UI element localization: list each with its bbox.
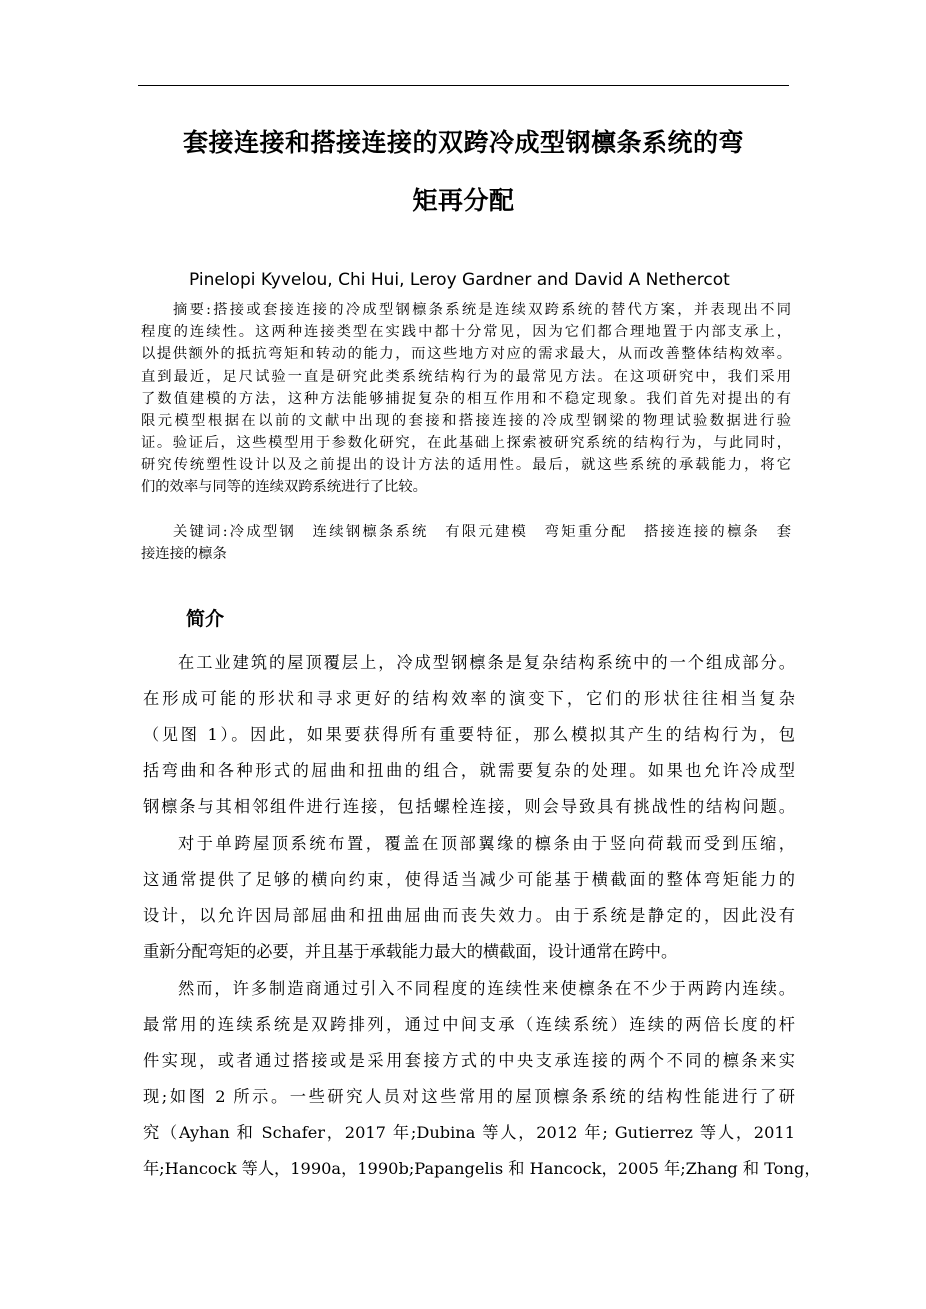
keywords-line-1: 关键词:冷成型钢 连续钢檩条系统 有限元建模 弯矩重分配 搭接连接的檩条 套 <box>173 524 791 540</box>
body-line: 括弯曲和各种形式的屈曲和扭曲的组合，就需要复杂的处理。如果也允许冷成型 <box>143 761 795 780</box>
abstract-line: 直到最近，足尺试验一直是研究此类系统结构行为的最常见方法。在这项研究中，我们采用 <box>141 369 791 385</box>
abstract-line: 了数值建模的方法，这种方法能够捕捉复杂的相互作用和不稳定现象。我们首先对提出的有 <box>141 391 791 407</box>
body-line: 年;Hancock 等人，1990a，1990b;Papangelis 和 Hancock，2005 年;Zhang 和 Tong， <box>143 1159 821 1178</box>
abstract-line: 摘要:搭接或套接连接的冷成型钢檩条系统是连续双跨系统的替代方案，并表现出不同 <box>173 302 791 318</box>
keywords-line-2: 接连接的檩条 <box>141 546 227 562</box>
body-line: 然而，许多制造商通过引入不同程度的连续性来使檩条在不少于两跨内连续。 <box>178 979 795 998</box>
body-line: 设计，以允许因局部屈曲和扭曲屈曲而丧失效力。由于系统是静定的，因此没有 <box>143 906 795 925</box>
body-line: 现;如图 2 所示。一些研究人员对这些常用的屋顶檩条系统的结构性能进行了研 <box>143 1087 795 1106</box>
body-line: 在工业建筑的屋顶覆层上，冷成型钢檩条是复杂结构系统中的一个组成部分。 <box>178 653 795 672</box>
header-rule <box>138 85 789 86</box>
author-list: Pinelopi Kyvelou, Chi Hui, Leroy Gardner and David A Nethercot <box>189 270 730 290</box>
section-heading: 简介 <box>186 608 225 630</box>
body-line: 重新分配弯矩的必要，并且基于承载能力最大的横截面，设计通常在跨中。 <box>143 942 678 961</box>
body-line: 最常用的连续系统是双跨排列，通过中间支承（连续系统）连续的两倍长度的杆 <box>143 1015 795 1034</box>
paper-title-line-1: 套接连接和搭接连接的双跨冷成型钢檩条系统的弯 <box>182 128 744 157</box>
abstract-line: 们的效率与同等的连续双跨系统进行了比较。 <box>141 479 427 495</box>
body-line: 钢檩条与其相邻组件进行连接，包括螺栓连接，则会导致具有挑战性的结构问题。 <box>143 797 795 816</box>
body-line: 件实现，或者通过搭接或是采用套接方式的中央支承连接的两个不同的檩条来实 <box>143 1051 795 1070</box>
body-line: （见图 1）。因此，如果要获得所有重要特征，那么模拟其产生的结构行为，包 <box>143 725 795 744</box>
abstract-line: 证。验证后，这些模型用于参数化研究，在此基础上探索被研究系统的结构行为，与此同时， <box>141 435 791 451</box>
abstract-line: 以提供额外的抵抗弯矩和转动的能力，而这些地方对应的需求最大，从而改善整体结构效率。 <box>141 346 791 362</box>
body-line: 在形成可能的形状和寻求更好的结构效率的演变下，它们的形状往往相当复杂 <box>143 689 795 708</box>
paper-title-line-2: 矩再分配 <box>412 186 515 215</box>
body-line: 究（Ayhan 和 Schafer，2017 年;Dubina 等人，2012 年; Gutierrez 等人，2011 <box>143 1123 795 1142</box>
abstract-line: 研究传统塑性设计以及之前提出的设计方法的适用性。最后，就这些系统的承载能力，将它 <box>141 457 791 473</box>
abstract-line: 限元模型根据在以前的文献中出现的套接和搭接连接的冷成型钢梁的物理试验数据进行验 <box>141 413 791 429</box>
abstract-line: 程度的连续性。这两种连接类型在实践中都十分常见，因为它们都合理地置于内部支承上， <box>141 324 791 340</box>
body-line: 这通常提供了足够的横向约束，使得适当减少可能基于横截面的整体弯矩能力的 <box>143 870 795 889</box>
body-line: 对于单跨屋顶系统布置，覆盖在顶部翼缘的檩条由于竖向荷载而受到压缩， <box>178 834 795 853</box>
